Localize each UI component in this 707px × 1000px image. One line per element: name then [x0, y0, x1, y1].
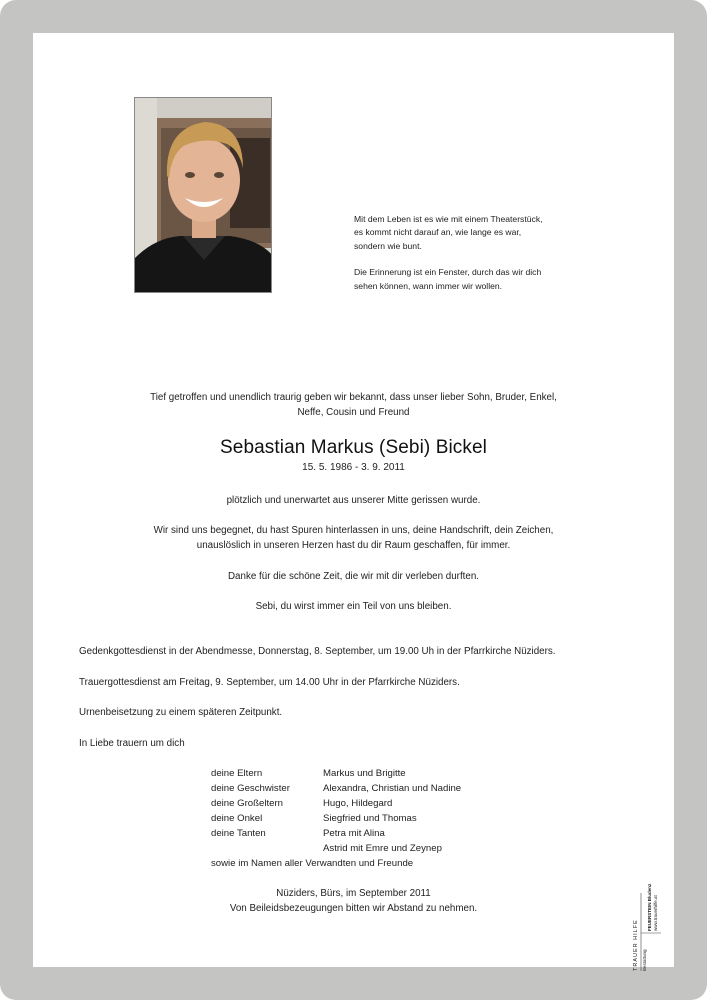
family-role: deine Onkel: [211, 813, 263, 824]
logo-web-text: www.trauerhilfe.at: [653, 895, 658, 931]
funeral-service-info: Trauergottesdienst am Freitag, 9. September, um 14.00 Uhr in der Pfarrkirche Nüziders.: [79, 677, 460, 688]
mourners-heading: In Liebe trauern um dich: [79, 738, 185, 749]
intro-text: [73, 390, 634, 420]
memorial-quote: [354, 213, 594, 306]
trauerhilfe-logo: [629, 853, 665, 973]
intro-line-1: Tief getroffen und unendlich traurig geben wir bekannt, dass unser lieber Sohn, Bruder, Enkel,: [150, 392, 557, 403]
family-names: Markus und Brigitte: [323, 768, 406, 779]
logo-company-text: FEUERSTEIN Bludenz: [647, 883, 652, 931]
quote-line: Die Erinnerung ist ein Fenster, durch das wir dich: [354, 267, 542, 278]
passing-text: plötzlich und unerwartet aus unserer Mitte gerissen wurde.: [226, 495, 481, 506]
obituary-card: [33, 33, 674, 971]
quote-line: sehen können, wann immer wir wollen.: [354, 280, 503, 291]
place-date: Nüziders, Bürs, im September 2011: [276, 888, 431, 899]
memorial-mass-info: Gedenkgottesdienst in der Abendmesse, Donnerstag, 8. September, um 19.00 Uh in der Pfarrkirche Nüziders.: [79, 646, 556, 657]
family-row: [211, 826, 461, 841]
family-role: deine Großeltern: [211, 798, 283, 809]
family-closing: sowie im Namen aller Verwandten und Freunde: [211, 858, 414, 869]
quote-line: Mit dem Leben ist es wie mit einem Theaterstück,: [354, 214, 543, 224]
quote-line: es kommt nicht darauf an, wie lange es war,: [354, 227, 522, 238]
mourners-list: [211, 766, 461, 871]
deceased-name: Sebastian Markus (Sebi) Bickel: [220, 437, 487, 458]
life-dates: 15. 5. 1986 - 3. 9. 2011: [302, 462, 405, 473]
family-role: deine Eltern: [211, 768, 263, 779]
family-role: deine Geschwister: [211, 783, 290, 794]
quote-line: sondern wie bunt.: [354, 240, 422, 251]
family-row: [211, 811, 461, 826]
family-names: Hugo, Hildegard: [323, 798, 393, 809]
family-names: Petra mit Alina: [323, 828, 385, 839]
portrait-photo: [134, 97, 272, 293]
condolence-request: Von Beileidsbezeugungen bitten wir Abstand zu nehmen.: [229, 903, 478, 914]
tribute-line-1: Wir sind uns begegnet, du hast Spuren hinterlassen in uns, deine Handschrift, dein Zeichen,: [153, 525, 554, 536]
family-row: [211, 781, 461, 796]
remembrance-text: Sebi, du wirst immer ein Teil von uns bleiben.: [255, 601, 452, 612]
thanks-text: Danke für die schöne Zeit, die wir mit dir verleben durften.: [227, 571, 480, 582]
family-names: Alexandra, Christian und Nadine: [323, 783, 462, 794]
intro-line-2: Neffe, Cousin und Freund: [297, 407, 410, 418]
family-row: [211, 796, 461, 811]
urn-burial-info: Urnenbeisetzung zu einem späteren Zeitpunkt.: [79, 707, 283, 718]
family-role: deine Tanten: [211, 828, 266, 839]
family-role: [211, 841, 323, 856]
logo-brand-text: TRAUER HILFE: [633, 919, 639, 971]
family-row: [211, 766, 461, 781]
logo-sub-text: Bestattung: [642, 949, 647, 971]
tribute-line-2: unauslöslich in unseren Herzen hast du dir Raum geschaffen, für immer.: [196, 540, 511, 551]
family-closing-row: [211, 856, 461, 871]
tribute-text: [73, 523, 634, 553]
family-names: Siegfried und Thomas: [323, 813, 417, 824]
family-row: [211, 841, 461, 856]
family-names: Astrid mit Emre und Zeynep: [323, 843, 442, 854]
